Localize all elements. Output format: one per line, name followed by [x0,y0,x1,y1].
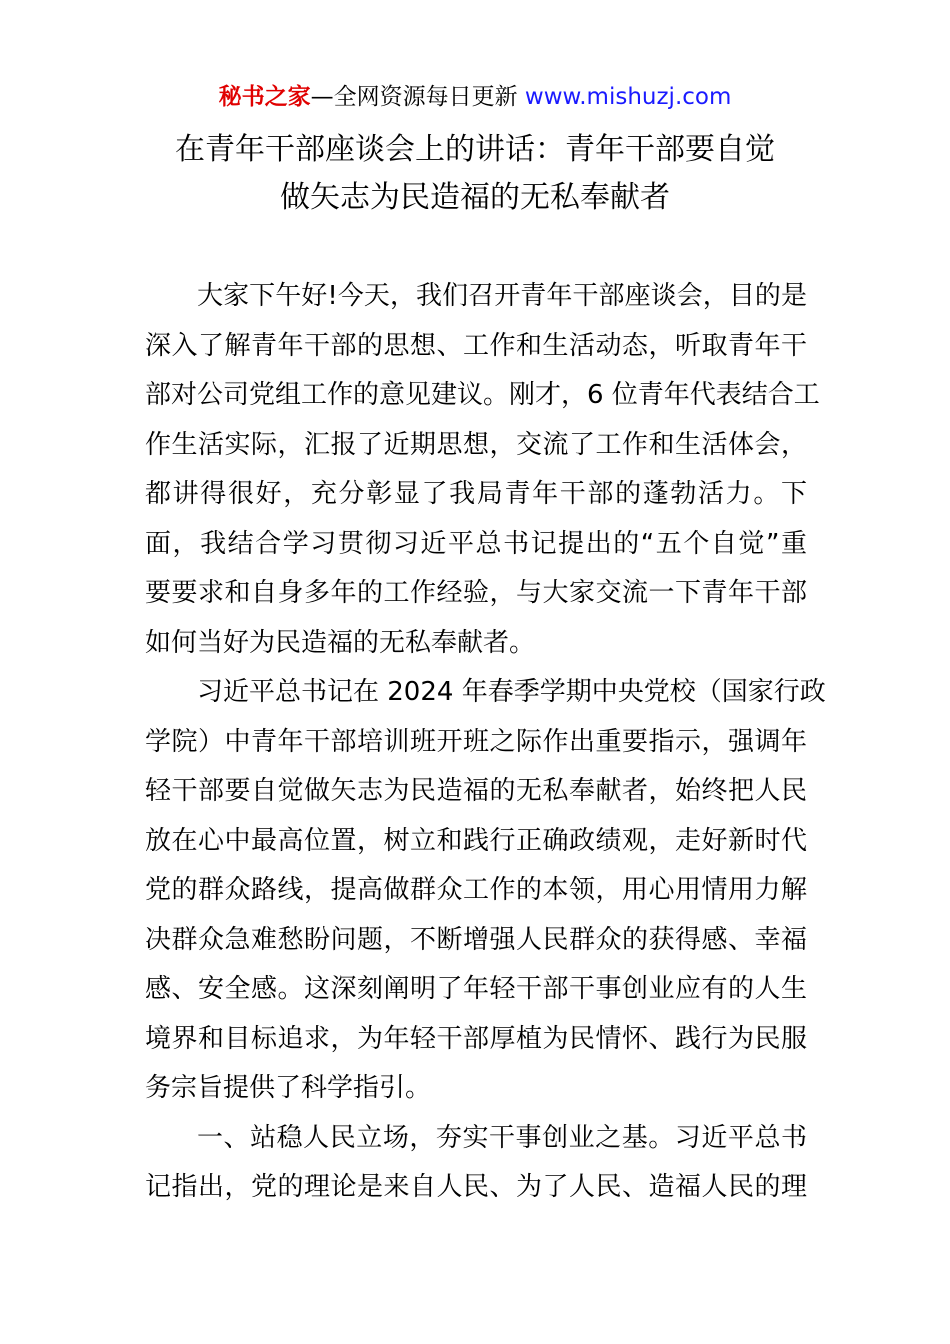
paragraph-line: 轻干部要自觉做矢志为民造福的无私奉献者，始终把人民 [145,776,807,806]
paragraph-line: 如何当好为民造福的无私奉献者。 [145,627,536,658]
paragraph-line: 一、站稳人民立场，夯实干事创业之基。习近平总书 [197,1122,807,1153]
paragraph-line: 感、安全感。这深刻阐明了年轻干部干事创业应有的人生 [145,974,807,1004]
site-tagline: —全网资源每日更新 [310,84,525,110]
paragraph-line: 境界和目标追求，为年轻干部厚植为民情怀、践行为民服 [145,1023,807,1054]
title-line: 在青年干部座谈会上的讲话：青年干部要自觉 [175,132,775,167]
site-url-link[interactable]: www.mishuzj.com [524,84,732,110]
paragraph-line: 部对公司党组工作的意见建议。刚才，6 位青年代表结合工 [145,380,820,410]
paragraph-line: 放在心中最高位置，树立和践行正确政绩观，走好新时代 [145,825,807,856]
paragraph-line: 决群众急难愁盼问题，不断增强人民群众的获得感、幸福 [145,924,807,955]
paragraph-line: 党的群众路线，提高做群众工作的本领，用心用情用力解 [145,875,807,905]
brand-name: 秘书之家 [218,84,311,110]
document-title [0,126,950,222]
paragraph-line: 学院）中青年干部培训班开班之际作出重要指示，强调年 [145,726,807,757]
paragraph-line: 习近平总书记在 2024 年春季学期中央党校（国家行政 [197,677,826,707]
paragraph-line: 都讲得很好，充分彰显了我局青年干部的蓬勃活力。下 [145,479,807,509]
title-line: 做矢志为民造福的无私奉献者 [280,180,670,215]
paragraph-line: 深入了解青年干部的思想、工作和生活动态，听取青年干 [145,330,807,361]
paragraph-line: 大家下午好!今天，我们召开青年干部座谈会，目的是 [197,281,807,311]
document-body [145,272,826,1213]
paragraph-line: 作生活实际，汇报了近期思想，交流了工作和生活体会， [145,429,807,460]
site-header [0,80,950,114]
paragraph-line: 要要求和自身多年的工作经验，与大家交流一下青年干部 [145,578,807,608]
paragraph-line: 记指出，党的理论是来自人民、为了人民、造福人民的理 [145,1172,807,1202]
paragraph-line: 面，我结合学习贯彻习近平总书记提出的“五个自觉”重 [145,528,807,559]
paragraph-line: 务宗旨提供了科学指引。 [145,1073,432,1103]
